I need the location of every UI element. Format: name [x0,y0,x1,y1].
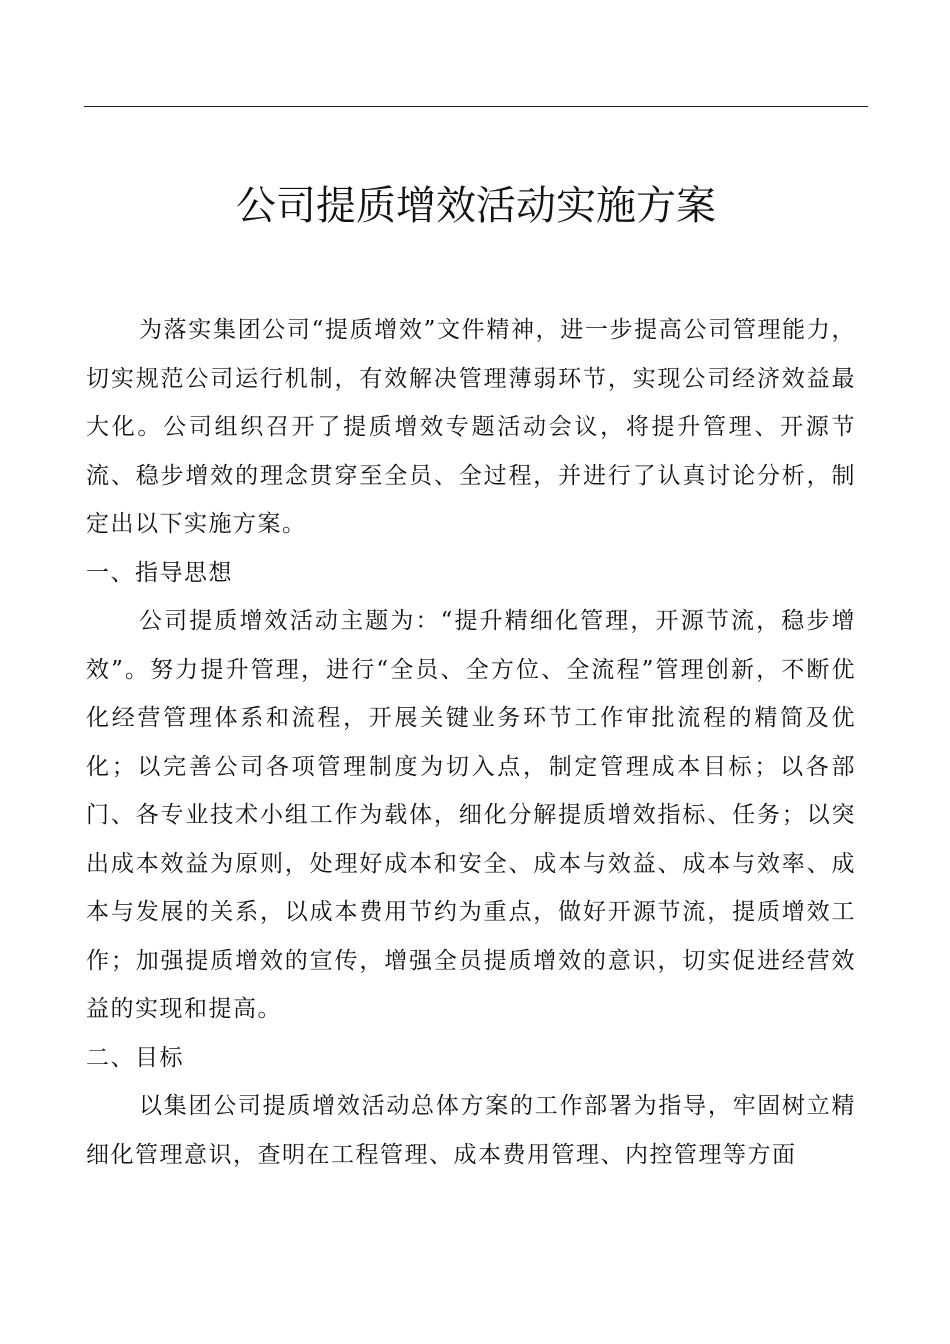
section-paragraph-guiding-ideology: 公司提质增效活动主题为：“提升精细化管理，开源节流，稳步增效”。努力提升管理，进行“全员、全方位、全流程”管理创新，不断优化经营管理体系和流程，开展关键业务环节工作审批流程的精简及优化；以完善公司各项管理制度为切入点，制定管理成本目标；以各部门、各专业技术小组工作为载体，细化分解提质增效指标、任务；以突出成本效益为原则，处理好成本和安全、成本与效益、成本与效率、成本与发展的关系，以成本费用节约为重点，做好开源节流，提质增效工作；加强提质增效的宣传，增强全员提质增效的意识，切实促进经营效益的实现和提高。 [86,608,856,1022]
section-paragraph-goals: 以集团公司提质增效活动总体方案的工作部署为指导，牢固树立精细化管理意识，查明在工程管理、成本费用管理、内控管理等方面 [86,1093,856,1168]
document-title: 公司提质增效活动实施方案 [236,183,716,229]
section-heading-goals: 二、目标 [86,1044,184,1071]
header-rule [84,106,868,107]
intro-paragraph: 为落实集团公司“提质增效”文件精神，进一步提高公司管理能力，切实规范公司运行机制，有效解决管理薄弱环节，实现公司经济效益最大化。公司组织召开了提质增效专题活动会议，将提升管理、开源节流、稳步增效的理念贯穿至全员、全过程，并进行了认真讨论分析，制定出以下实施方案。 [86,317,856,537]
document-body [86,306,856,1179]
section-heading-guiding-ideology: 一、指导思想 [86,559,233,586]
